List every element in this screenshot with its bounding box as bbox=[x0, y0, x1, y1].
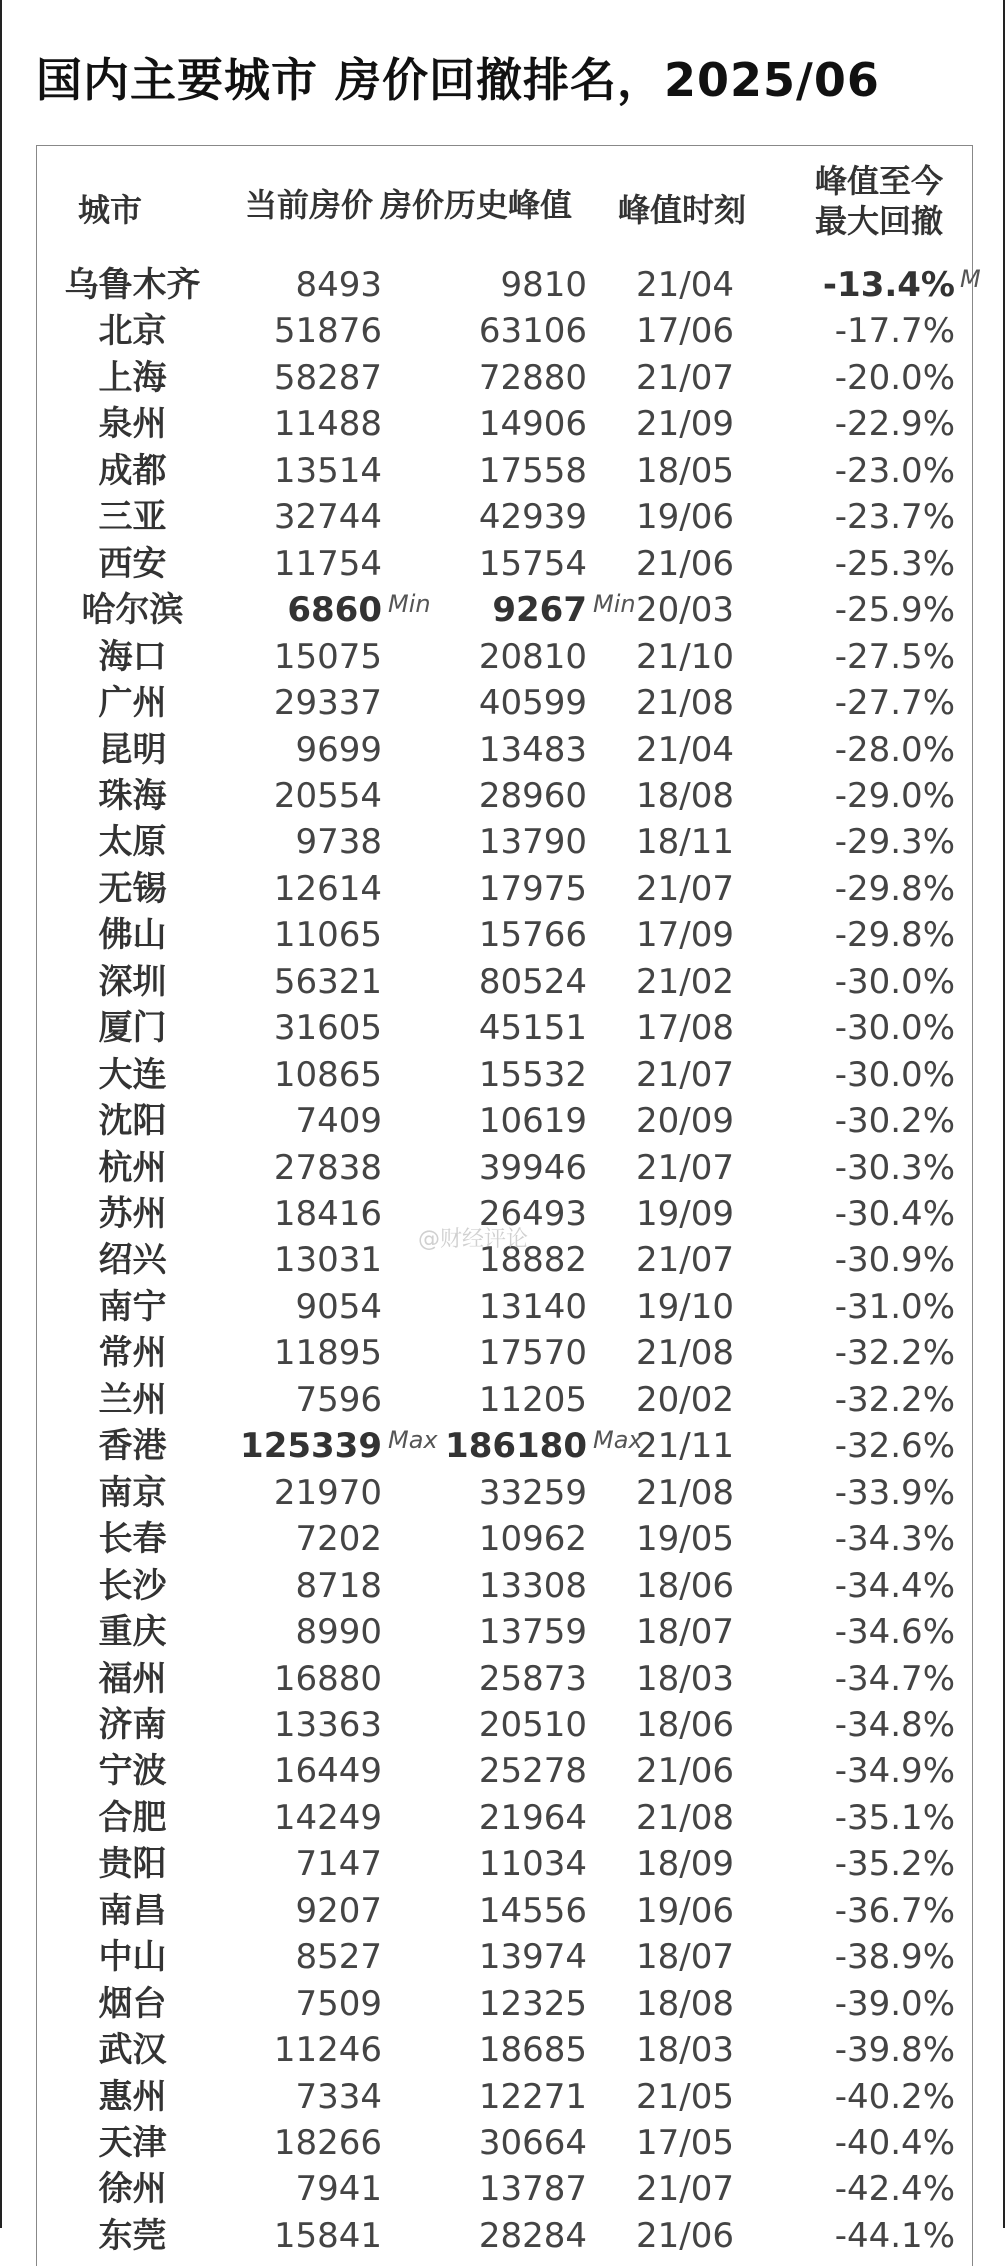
cell-current-price: 11754 bbox=[273, 544, 382, 584]
cell-peak-price: 11205 bbox=[478, 1380, 587, 1420]
table-row bbox=[0, 959, 1005, 1005]
cell-peak-price: 15754 bbox=[478, 544, 587, 584]
cell-city: 上海 bbox=[98, 358, 167, 398]
table-row bbox=[0, 1470, 1005, 1516]
cell-current-price: 7147 bbox=[295, 1844, 382, 1884]
cell-peak-time: 21/02 bbox=[636, 962, 734, 1002]
table-row bbox=[0, 773, 1005, 819]
cell-peak-time: 19/05 bbox=[636, 1519, 734, 1559]
cell-peak-time: 17/06 bbox=[636, 311, 734, 351]
page-title: 国内主要城市 房价回撤排名，2025/06 bbox=[36, 53, 880, 107]
cell-peak-price: 26493 bbox=[478, 1194, 587, 1234]
cell-drawdown: -25.3% bbox=[834, 544, 955, 584]
cell-city: 重庆 bbox=[98, 1612, 167, 1652]
cell-drawdown: -23.7% bbox=[834, 497, 955, 537]
cell-peak-time: 21/05 bbox=[636, 2077, 734, 2117]
cell-peak-time: 21/07 bbox=[636, 1148, 734, 1188]
cell-peak-time: 17/09 bbox=[636, 915, 734, 955]
cell-drawdown: -23.0% bbox=[834, 451, 955, 491]
cell-city: 南京 bbox=[98, 1473, 167, 1513]
cell-current-price: 16449 bbox=[273, 1751, 382, 1791]
table-row bbox=[0, 1423, 1005, 1469]
cell-current-price: 16880 bbox=[273, 1659, 382, 1699]
cell-peak-price: 13483 bbox=[478, 730, 587, 770]
cell-drawdown: -36.7% bbox=[834, 1891, 955, 1931]
table-row bbox=[0, 1795, 1005, 1841]
cell-peak-price: 63106 bbox=[478, 311, 587, 351]
cell-current-price: 11246 bbox=[273, 2030, 382, 2070]
cell-city: 太原 bbox=[98, 822, 167, 862]
cell-drawdown: -13.4% bbox=[822, 265, 955, 305]
cell-current-price: 11895 bbox=[273, 1333, 382, 1373]
cell-drawdown: -27.5% bbox=[834, 637, 955, 677]
table-row bbox=[0, 2027, 1005, 2073]
cell-peak-time: 21/07 bbox=[636, 1055, 734, 1095]
table-row bbox=[0, 587, 1005, 633]
cell-peak-time: 21/10 bbox=[636, 637, 734, 677]
cell-drawdown: -35.2% bbox=[834, 1844, 955, 1884]
cell-drawdown: -35.1% bbox=[834, 1798, 955, 1838]
cell-drawdown: -34.3% bbox=[834, 1519, 955, 1559]
cell-city: 大连 bbox=[98, 1055, 167, 1095]
cell-city: 贵阳 bbox=[98, 1844, 167, 1884]
cell-drawdown: -32.2% bbox=[834, 1333, 955, 1373]
table-row bbox=[0, 448, 1005, 494]
cell-current-price: 11065 bbox=[273, 915, 382, 955]
cell-drawdown: -34.9% bbox=[834, 1751, 955, 1791]
cell-peak-time: 21/06 bbox=[636, 1751, 734, 1791]
cell-peak-price: 18882 bbox=[478, 1240, 587, 1280]
header-drawdown-line1: 峰值至今 bbox=[815, 162, 944, 200]
cell-peak-time: 17/08 bbox=[636, 1008, 734, 1048]
table-row bbox=[0, 1702, 1005, 1748]
cell-peak-time: 21/07 bbox=[636, 358, 734, 398]
cell-peak-price: 40599 bbox=[478, 683, 587, 723]
cell-peak-price: 9810 bbox=[500, 265, 587, 305]
cell-city: 南昌 bbox=[98, 1891, 167, 1931]
cell-city: 沈阳 bbox=[98, 1101, 167, 1141]
cell-peak-price: 10619 bbox=[478, 1101, 587, 1141]
cell-current-price: 9054 bbox=[295, 1287, 382, 1327]
cell-drawdown: -34.4% bbox=[834, 1566, 955, 1606]
table-row bbox=[0, 1330, 1005, 1376]
cell-drawdown: -22.9% bbox=[834, 404, 955, 444]
cell-city: 香港 bbox=[98, 1426, 167, 1466]
cell-peak-price: 80524 bbox=[478, 962, 587, 1002]
cell-peak-price: 17975 bbox=[478, 869, 587, 909]
cell-city: 中山 bbox=[98, 1937, 167, 1977]
cell-peak-price: 45151 bbox=[478, 1008, 587, 1048]
cell-city: 深圳 bbox=[98, 962, 167, 1002]
cell-peak-time: 21/04 bbox=[636, 730, 734, 770]
cell-peak-price: 20510 bbox=[478, 1705, 587, 1745]
cell-drawdown: -34.8% bbox=[834, 1705, 955, 1745]
table-row bbox=[0, 1005, 1005, 1051]
cell-drawdown: -42.4% bbox=[834, 2169, 955, 2209]
cell-drawdown: -30.0% bbox=[834, 1008, 955, 1048]
cell-peak-price: 30664 bbox=[478, 2123, 587, 2163]
cell-city: 三亚 bbox=[98, 497, 167, 537]
cell-city: 常州 bbox=[98, 1333, 167, 1373]
cell-current-price: 125339 bbox=[240, 1426, 382, 1466]
table-row bbox=[0, 262, 1005, 308]
cell-peak-price: 12271 bbox=[478, 2077, 587, 2117]
cell-peak-price: 20810 bbox=[478, 637, 587, 677]
cell-city: 惠州 bbox=[98, 2077, 167, 2117]
cell-peak-time: 18/03 bbox=[636, 1659, 734, 1699]
table-row bbox=[0, 1284, 1005, 1330]
cell-drawdown: -29.3% bbox=[834, 822, 955, 862]
cell-drawdown: -44.1% bbox=[834, 2216, 955, 2256]
cell-current-price: 31605 bbox=[273, 1008, 382, 1048]
table-row bbox=[0, 494, 1005, 540]
cell-peak-time: 20/02 bbox=[636, 1380, 734, 1420]
table-row bbox=[0, 1841, 1005, 1887]
table-row bbox=[0, 1516, 1005, 1562]
cell-current-price: 9207 bbox=[295, 1891, 382, 1931]
cell-current-price: 15841 bbox=[273, 2216, 382, 2256]
cell-drawdown: -30.0% bbox=[834, 1055, 955, 1095]
cell-peak-time: 21/08 bbox=[636, 1333, 734, 1373]
cell-current-price: 9738 bbox=[295, 822, 382, 862]
cell-current-price: 9699 bbox=[295, 730, 382, 770]
cell-peak-time: 18/08 bbox=[636, 776, 734, 816]
cell-peak-time: 18/06 bbox=[636, 1566, 734, 1606]
table-row bbox=[0, 1377, 1005, 1423]
cell-city: 杭州 bbox=[98, 1148, 167, 1188]
cell-city: 哈尔滨 bbox=[81, 590, 184, 630]
cell-peak-price: 13974 bbox=[478, 1937, 587, 1977]
cell-peak-time: 21/04 bbox=[636, 265, 734, 305]
current-price-marker: Max bbox=[388, 1426, 438, 1454]
cell-drawdown: -29.8% bbox=[834, 915, 955, 955]
cell-peak-time: 21/07 bbox=[636, 1240, 734, 1280]
cell-peak-time: 18/09 bbox=[636, 1844, 734, 1884]
cell-city: 武汉 bbox=[98, 2030, 167, 2070]
cell-drawdown: -33.9% bbox=[834, 1473, 955, 1513]
table-row bbox=[0, 1145, 1005, 1191]
cell-city: 苏州 bbox=[98, 1194, 167, 1234]
cell-current-price: 13031 bbox=[273, 1240, 382, 1280]
cell-current-price: 56321 bbox=[273, 962, 382, 1002]
cell-peak-price: 25278 bbox=[478, 1751, 587, 1791]
cell-drawdown: -30.2% bbox=[834, 1101, 955, 1141]
cell-city: 佛山 bbox=[98, 915, 167, 955]
cell-city: 天津 bbox=[98, 2123, 167, 2163]
cell-city: 海口 bbox=[98, 637, 167, 677]
peak-price-marker: Max bbox=[593, 1426, 643, 1454]
cell-current-price: 7596 bbox=[295, 1380, 382, 1420]
cell-city: 徐州 bbox=[98, 2169, 167, 2209]
cell-drawdown: -28.0% bbox=[834, 730, 955, 770]
cell-peak-price: 14556 bbox=[478, 1891, 587, 1931]
cell-peak-price: 39946 bbox=[478, 1148, 587, 1188]
cell-current-price: 11488 bbox=[273, 404, 382, 444]
cell-city: 兰州 bbox=[98, 1380, 167, 1420]
cell-peak-time: 17/05 bbox=[636, 2123, 734, 2163]
cell-current-price: 8990 bbox=[295, 1612, 382, 1652]
cell-current-price: 58287 bbox=[273, 358, 382, 398]
cell-current-price: 7202 bbox=[295, 1519, 382, 1559]
cell-peak-price: 12325 bbox=[478, 1984, 587, 2024]
cell-current-price: 7509 bbox=[295, 1984, 382, 2024]
cell-peak-price: 17570 bbox=[478, 1333, 587, 1373]
cell-drawdown: -30.0% bbox=[834, 962, 955, 1002]
cell-city: 合肥 bbox=[98, 1798, 167, 1838]
cell-peak-time: 21/06 bbox=[636, 544, 734, 584]
cell-city: 无锡 bbox=[98, 869, 167, 909]
cell-drawdown: -32.6% bbox=[834, 1426, 955, 1466]
peak-price-marker: Min bbox=[593, 590, 636, 618]
cell-peak-time: 21/08 bbox=[636, 683, 734, 723]
cell-current-price: 6860 bbox=[287, 590, 382, 630]
table-row bbox=[0, 1656, 1005, 1702]
cell-city: 乌鲁木齐 bbox=[64, 265, 201, 305]
cell-city: 福州 bbox=[98, 1659, 167, 1699]
cell-drawdown: -34.6% bbox=[834, 1612, 955, 1652]
cell-city: 昆明 bbox=[98, 730, 167, 770]
cell-peak-time: 19/10 bbox=[636, 1287, 734, 1327]
cell-peak-time: 18/08 bbox=[636, 1984, 734, 2024]
header-drawdown-line2: 最大回撤 bbox=[815, 202, 944, 240]
cell-city: 北京 bbox=[98, 311, 167, 351]
cell-peak-time: 20/09 bbox=[636, 1101, 734, 1141]
cell-peak-time: 21/11 bbox=[636, 1426, 734, 1466]
table-row bbox=[0, 401, 1005, 447]
cell-peak-time: 21/06 bbox=[636, 2216, 734, 2256]
cell-peak-time: 21/08 bbox=[636, 1473, 734, 1513]
table-row bbox=[0, 1098, 1005, 1144]
cell-drawdown: -40.2% bbox=[834, 2077, 955, 2117]
table-row bbox=[0, 727, 1005, 773]
cell-city: 长沙 bbox=[98, 1566, 167, 1606]
table-row bbox=[0, 308, 1005, 354]
current-price-marker: Min bbox=[388, 590, 431, 618]
cell-current-price: 10865 bbox=[273, 1055, 382, 1095]
table-row bbox=[0, 1981, 1005, 2027]
cell-peak-price: 28284 bbox=[478, 2216, 587, 2256]
cell-drawdown: -29.0% bbox=[834, 776, 955, 816]
cell-peak-price: 15766 bbox=[478, 915, 587, 955]
cell-current-price: 12614 bbox=[273, 869, 382, 909]
cell-drawdown: -34.7% bbox=[834, 1659, 955, 1699]
cell-current-price: 15075 bbox=[273, 637, 382, 677]
drawdown-marker: M bbox=[960, 265, 981, 293]
cell-current-price: 7941 bbox=[295, 2169, 382, 2209]
cell-current-price: 51876 bbox=[273, 311, 382, 351]
cell-drawdown: -38.9% bbox=[834, 1937, 955, 1977]
cell-peak-price: 13790 bbox=[478, 822, 587, 862]
cell-peak-price: 15532 bbox=[478, 1055, 587, 1095]
table-row bbox=[0, 2213, 1005, 2259]
cell-peak-price: 17558 bbox=[478, 451, 587, 491]
header-current-price: 当前房价 bbox=[245, 186, 374, 224]
cell-current-price: 13363 bbox=[273, 1705, 382, 1745]
cell-drawdown: -29.8% bbox=[834, 869, 955, 909]
table-row bbox=[0, 1888, 1005, 1934]
table-row bbox=[0, 1052, 1005, 1098]
cell-drawdown: -17.7% bbox=[834, 311, 955, 351]
cell-drawdown: -25.9% bbox=[834, 590, 955, 630]
cell-current-price: 14249 bbox=[273, 1798, 382, 1838]
table-row bbox=[0, 2120, 1005, 2166]
cell-peak-price: 21964 bbox=[478, 1798, 587, 1838]
cell-current-price: 29337 bbox=[273, 683, 382, 723]
cell-peak-time: 19/06 bbox=[636, 497, 734, 537]
cell-peak-time: 18/07 bbox=[636, 1612, 734, 1652]
cell-peak-time: 21/08 bbox=[636, 1798, 734, 1838]
cell-peak-price: 13140 bbox=[478, 1287, 587, 1327]
cell-peak-time: 18/07 bbox=[636, 1937, 734, 1977]
cell-peak-time: 19/06 bbox=[636, 1891, 734, 1931]
cell-peak-time: 18/06 bbox=[636, 1705, 734, 1745]
cell-peak-price: 42939 bbox=[478, 497, 587, 537]
cell-peak-time: 19/09 bbox=[636, 1194, 734, 1234]
cell-peak-time: 21/07 bbox=[636, 2169, 734, 2209]
cell-current-price: 32744 bbox=[273, 497, 382, 537]
table-row bbox=[0, 2166, 1005, 2212]
cell-current-price: 8493 bbox=[295, 265, 382, 305]
cell-peak-time: 20/03 bbox=[636, 590, 734, 630]
cell-drawdown: -20.0% bbox=[834, 358, 955, 398]
table-row bbox=[0, 355, 1005, 401]
cell-current-price: 18266 bbox=[273, 2123, 382, 2163]
table-row bbox=[0, 541, 1005, 587]
cell-peak-price: 13308 bbox=[478, 1566, 587, 1606]
table-row bbox=[0, 1609, 1005, 1655]
cell-peak-price: 18685 bbox=[478, 2030, 587, 2070]
cell-drawdown: -30.9% bbox=[834, 1240, 955, 1280]
cell-city: 厦门 bbox=[98, 1008, 167, 1048]
cell-current-price: 27838 bbox=[273, 1148, 382, 1188]
cell-current-price: 18416 bbox=[273, 1194, 382, 1234]
cell-peak-price: 28960 bbox=[478, 776, 587, 816]
table-row bbox=[0, 1934, 1005, 1980]
cell-city: 成都 bbox=[98, 451, 167, 491]
cell-drawdown: -27.7% bbox=[834, 683, 955, 723]
cell-drawdown: -39.8% bbox=[834, 2030, 955, 2070]
cell-drawdown: -30.4% bbox=[834, 1194, 955, 1234]
cell-current-price: 21970 bbox=[273, 1473, 382, 1513]
cell-peak-price: 33259 bbox=[478, 1473, 587, 1513]
cell-peak-price: 10962 bbox=[478, 1519, 587, 1559]
cell-city: 长春 bbox=[98, 1519, 167, 1559]
cell-city: 东莞 bbox=[98, 2216, 167, 2256]
table-row bbox=[0, 2074, 1005, 2120]
cell-drawdown: -39.0% bbox=[834, 1984, 955, 2024]
cell-drawdown: -40.4% bbox=[834, 2123, 955, 2163]
table-row bbox=[0, 912, 1005, 958]
table-row bbox=[0, 680, 1005, 726]
cell-current-price: 8527 bbox=[295, 1937, 382, 1977]
cell-peak-time: 21/09 bbox=[636, 404, 734, 444]
table-row bbox=[0, 634, 1005, 680]
cell-city: 绍兴 bbox=[98, 1240, 167, 1280]
cell-drawdown: -32.2% bbox=[834, 1380, 955, 1420]
table-row bbox=[0, 819, 1005, 865]
cell-city: 宁波 bbox=[98, 1751, 167, 1791]
cell-current-price: 7409 bbox=[295, 1101, 382, 1141]
watermark-text: @财经评论 bbox=[418, 1227, 529, 1252]
cell-city: 广州 bbox=[98, 683, 167, 723]
cell-drawdown: -31.0% bbox=[834, 1287, 955, 1327]
cell-peak-price: 13759 bbox=[478, 1612, 587, 1652]
cell-peak-price: 11034 bbox=[478, 1844, 587, 1884]
cell-current-price: 13514 bbox=[273, 451, 382, 491]
header-city: 城市 bbox=[78, 191, 143, 229]
table-row bbox=[0, 866, 1005, 912]
cell-peak-time: 21/07 bbox=[636, 869, 734, 909]
cell-current-price: 7334 bbox=[295, 2077, 382, 2117]
cell-city: 西安 bbox=[98, 544, 167, 584]
cell-city: 珠海 bbox=[98, 776, 167, 816]
table-row bbox=[0, 1748, 1005, 1794]
cell-peak-time: 18/03 bbox=[636, 2030, 734, 2070]
cell-current-price: 8718 bbox=[295, 1566, 382, 1606]
cell-peak-price: 13787 bbox=[478, 2169, 587, 2209]
header-peak-price: 房价历史峰值 bbox=[380, 186, 573, 224]
table-row bbox=[0, 1563, 1005, 1609]
cell-peak-price: 14906 bbox=[478, 404, 587, 444]
cell-drawdown: -30.3% bbox=[834, 1148, 955, 1188]
cell-city: 烟台 bbox=[98, 1984, 167, 2024]
cell-peak-time: 18/05 bbox=[636, 451, 734, 491]
cell-city: 南宁 bbox=[98, 1287, 167, 1327]
cell-peak-price: 72880 bbox=[478, 358, 587, 398]
cell-peak-price: 9267 bbox=[492, 590, 587, 630]
cell-peak-time: 18/11 bbox=[636, 822, 734, 862]
cell-peak-price: 25873 bbox=[478, 1659, 587, 1699]
cell-city: 济南 bbox=[98, 1705, 167, 1745]
cell-current-price: 20554 bbox=[273, 776, 382, 816]
header-peak-time: 峰值时刻 bbox=[618, 191, 747, 229]
cell-city: 泉州 bbox=[98, 404, 167, 444]
cell-peak-price: 186180 bbox=[445, 1426, 587, 1466]
